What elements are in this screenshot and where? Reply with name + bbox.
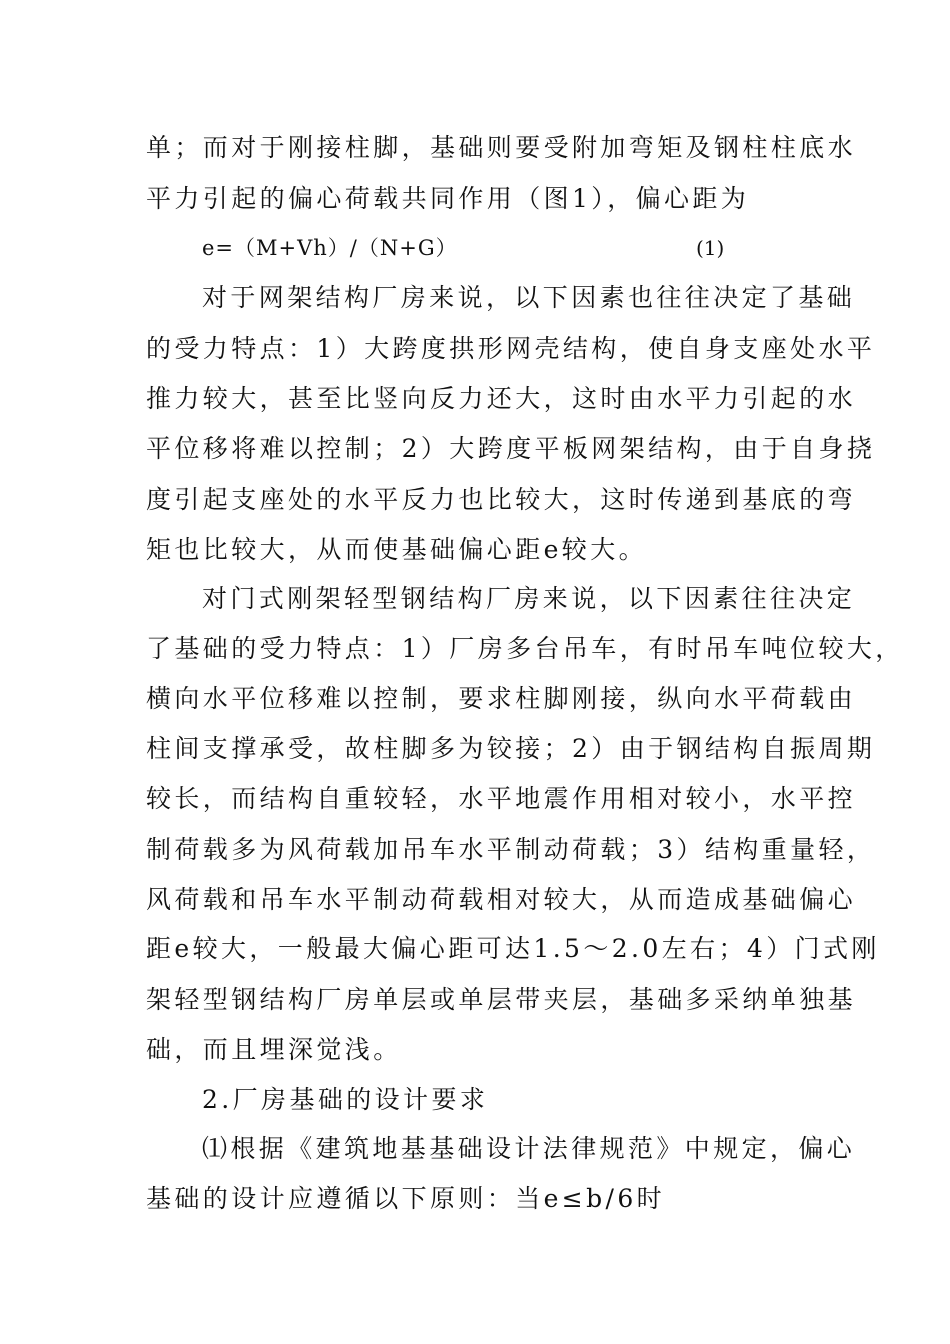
text-line: 平力引起的偏心荷载共同作用（图1），偏心距为 xyxy=(146,184,750,213)
text-line: 平位移将难以控制；2）大跨度平板网架结构，由于自身挠 xyxy=(146,434,876,463)
text-line: 的受力特点：1）大跨度拱形网壳结构，使自身支座处水平 xyxy=(146,334,876,363)
text-line: 柱间支撑承受，故柱脚多为铰接；2）由于钢结构自振周期 xyxy=(146,734,876,763)
text-line: 较长，而结构自重较轻，水平地震作用相对较小，水平控 xyxy=(146,784,857,813)
section-heading: 2.厂房基础的设计要求 xyxy=(202,1085,489,1114)
text-line: 横向水平位移难以控制，要求柱脚刚接，纵向水平荷载由 xyxy=(146,684,857,713)
text-line: 矩也比较大，从而使基础偏心距e较大。 xyxy=(146,535,647,564)
text-line: 推力较大，甚至比竖向反力还大，这时由水平力引起的水 xyxy=(146,384,857,413)
text-line: 风荷载和吊车水平制动荷载相对较大，从而造成基础偏心 xyxy=(146,885,857,914)
text-line: 单；而对于刚接柱脚，基础则要受附加弯矩及钢柱柱底水 xyxy=(146,133,857,162)
text-line: 基础的设计应遵循以下原则：当e≤b/6时 xyxy=(146,1184,666,1213)
text-line: 距e较大，一般最大偏心距可达1.5～2.0左右；4）门式刚 xyxy=(146,934,880,963)
text-line: 了基础的受力特点：1）厂房多台吊车，有时吊车吨位较大， xyxy=(146,634,904,663)
text-line: 对于网架结构厂房来说，以下因素也往往决定了基础 xyxy=(202,283,856,312)
text-line: 度引起支座处的水平反力也比较大，这时传递到基底的弯 xyxy=(146,485,857,514)
text-line: 制荷载多为风荷载加吊车水平制动荷载；3）结构重量轻， xyxy=(146,835,876,864)
text-line: 础，而且埋深觉浅。 xyxy=(146,1035,402,1064)
text-line: 架轻型钢结构厂房单层或单层带夹层，基础多采纳单独基 xyxy=(146,985,857,1014)
equation-number: (1) xyxy=(696,236,725,260)
text-line: 对门式刚架轻型钢结构厂房来说，以下因素往往决定 xyxy=(202,584,856,613)
formula: e=（M+Vh）/（N+G） xyxy=(202,236,458,260)
text-line: ⑴根据《建筑地基基础设计法律规范》中规定，偏心 xyxy=(202,1134,856,1163)
